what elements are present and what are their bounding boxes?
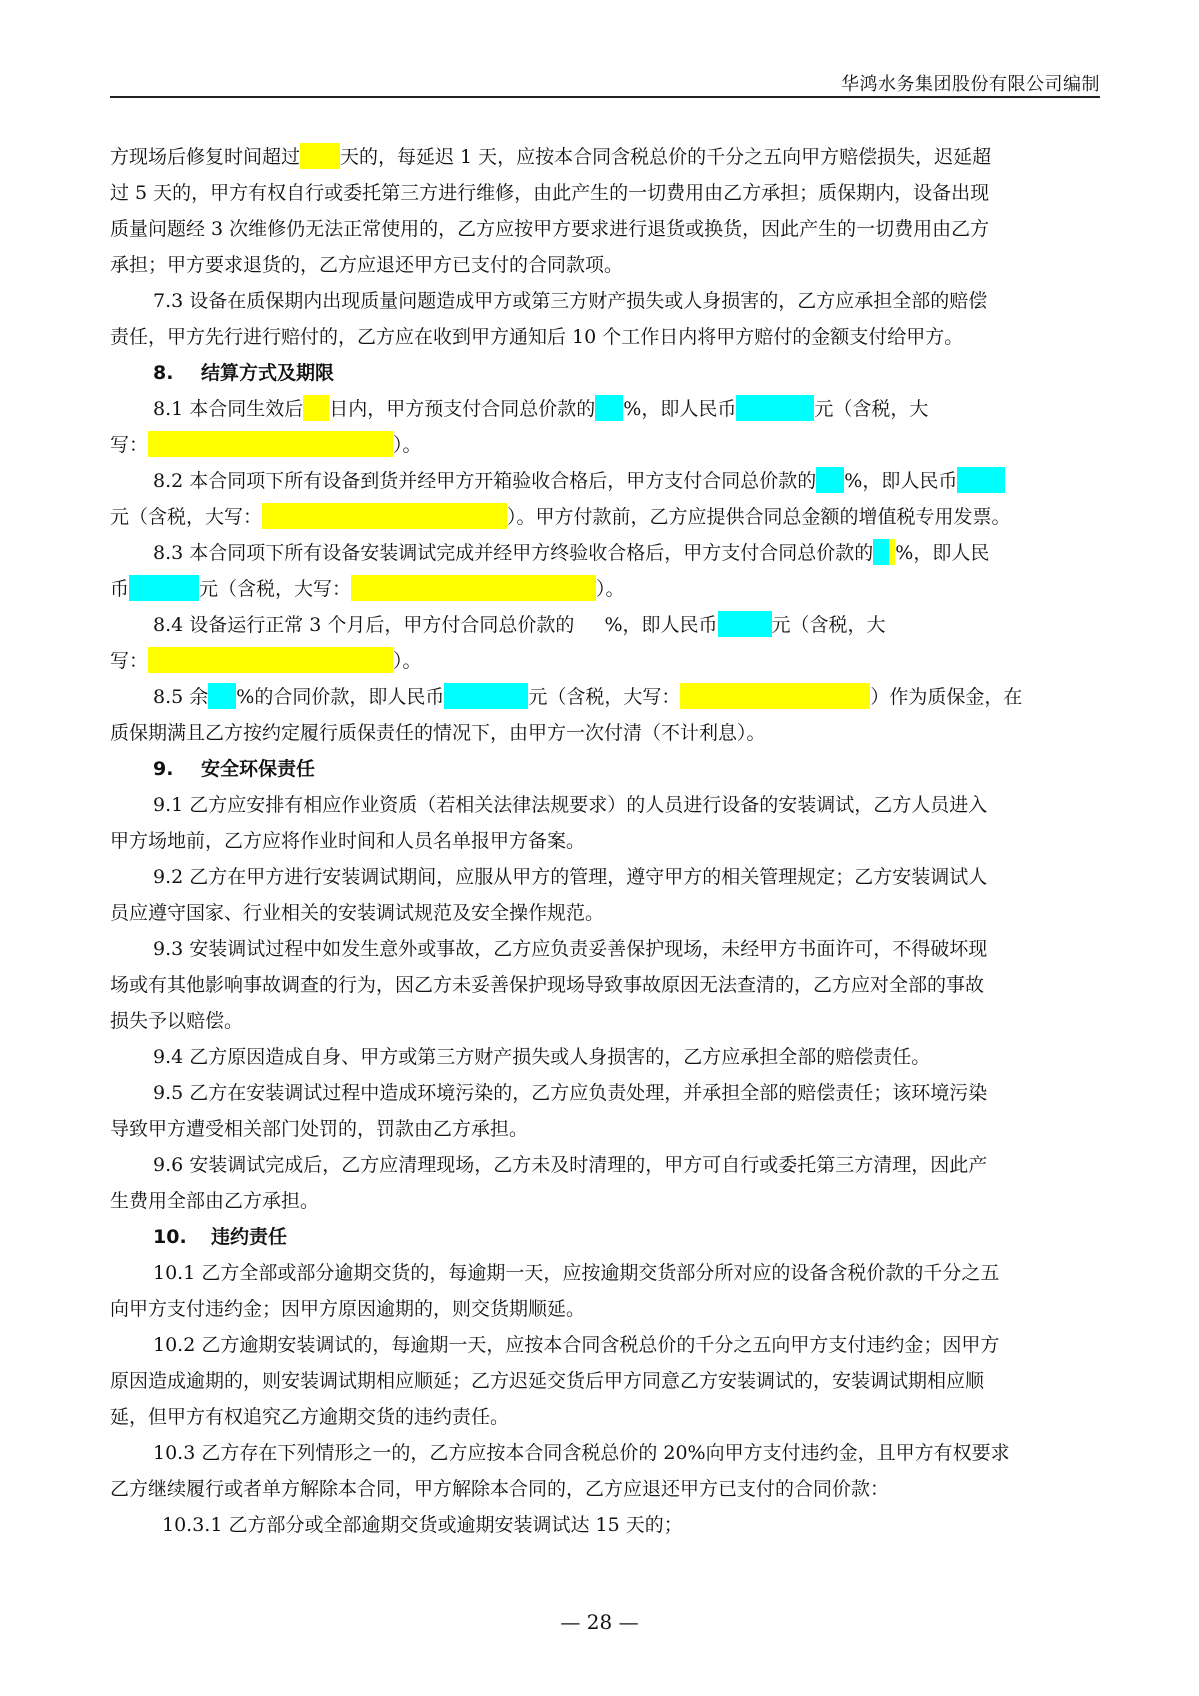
text-line [110,643,1100,679]
text: 元（含税，大 [814,398,929,420]
text-line: 9.3 安装调试过程中如发生意外或事故，乙方应负责妥善保护现场，未经甲方书面许可，不得破坏现 [153,938,988,960]
blank-field-cyan [816,467,844,493]
text: %，即人民 [895,542,990,564]
text: 币 [110,578,130,600]
text: 天的，每延迟 1 天，应按本合同含税总价的千分之五向甲方赔偿损失，迟延超 [340,146,992,168]
text-line: 生费用全部由乙方承担。 [110,1190,320,1212]
text: 写： [110,434,149,456]
text-line: 向甲方支付违约金；因甲方原因逾期的，则交货期顺延。 [110,1298,586,1320]
section-title: 违约责任 [211,1226,288,1248]
text: 元（含税，大写： [199,578,352,600]
text-line: 场或有其他影响事故调查的行为，因乙方未妥善保护现场导致事故原因无法查清的，乙方应对全部的事故 [110,974,985,996]
text-line: 9.2 乙方在甲方进行安装调试期间，应服从甲方的管理，遵守甲方的相关管理规定；乙方安装调试人 [153,866,988,888]
blank-field-yellow [351,575,596,601]
blank-field-yellow [300,143,340,169]
text-line: 9.5 乙方在安装调试过程中造成环境污染的，乙方应负责处理，并承担全部的赔偿责任；该环境污染 [153,1082,988,1104]
text-line: 损失予以赔偿。 [110,1010,244,1032]
text: 8.4 设备运行正常 3 个月后，甲方付合同总价款的 [153,614,575,636]
blank-field-yellow [262,503,507,529]
section-heading-8 [110,355,1100,391]
blank-field-cyan [957,467,1005,493]
blank-field-cyan [595,395,623,421]
text: 方现场后修复时间超过 [110,146,301,168]
section-number: 8. [153,362,174,384]
text-line: 过 5 天的，甲方有权自行或委托第三方进行维修，由此产生的一切费用由乙方承担；质保期内，设备出现 [110,182,990,204]
text: 元（含税，大写： [110,506,263,528]
text: 8.5 余 [153,686,209,708]
blank-field-cyan [736,395,814,421]
document-body [110,139,1100,1543]
text-line [110,499,1100,535]
blank-field-yellow [148,647,393,673]
blank-field-cyan [129,575,199,601]
section-heading-10 [110,1219,1100,1255]
section-title: 结算方式及期限 [201,362,335,384]
text: ）。甲方付款前，乙方应提供合同总金额的增值税专用发票。 [507,506,1011,528]
text-line [110,139,1100,175]
text-line: 10.1 乙方全部或部分逾期交货的，每逾期一天，应按逾期交货部分所对应的设备含税价款的千分之五 [153,1262,1000,1284]
text-line: 导致甲方遭受相关部门处罚的，罚款由乙方承担。 [110,1118,529,1140]
text-line [110,607,1100,643]
page-header [110,62,1100,98]
text-line [110,463,1100,499]
text-line: 责任，甲方先行进行赔付的，乙方应在收到甲方通知后 10 个工作日内将甲方赔付的金额支付给甲方。 [110,326,964,348]
header-title: 华鸿水务集团股份有限公司编制 [841,74,1100,95]
text: 日内，甲方预支付合同总价款的 [329,398,596,420]
text: ）。 [393,650,422,672]
text: 写： [110,650,149,672]
text-line: 承担；甲方要求退货的，乙方应退还甲方已支付的合同款项。 [110,254,624,276]
text: 元（含税，大写： [528,686,681,708]
text-line: 员应遵守国家、行业相关的安装调试规范及安全操作规范。 [110,902,605,924]
blank-field-cyan [873,539,889,565]
text-line: 甲方场地前，乙方应将作业时间和人员名单报甲方备案。 [110,830,586,852]
text-line: 质保期满且乙方按约定履行质保责任的情况下，由甲方一次付清（不计利息）。 [110,722,766,744]
text: 8.1 本合同生效后 [153,398,304,420]
text-line: 9.1 乙方应安排有相应作业资质（若相关法律法规要求）的人员进行设备的安装调试，乙方人员进入 [153,794,988,816]
blank-field-yellow [680,683,870,709]
section-heading-9 [110,751,1100,787]
text: ）作为质保金，在 [870,686,1023,708]
section-number: 9. [153,758,174,780]
text-line: 9.4 乙方原因造成自身、甲方或第三方财产损失或人身损害的，乙方应承担全部的赔偿责任。 [153,1046,931,1068]
text-line: 7.3 设备在质保期内出现质量问题造成甲方或第三方财产损失或人身损害的，乙方应承担全部的赔偿 [153,290,988,312]
text: ）。 [596,578,625,600]
text-line [110,427,1100,463]
section-number: 10. [153,1226,187,1248]
text-line: 延，但甲方有权追究乙方逾期交货的违约责任。 [110,1406,510,1428]
text-line: 质量问题经 3 次维修仍无法正常使用的，乙方应按甲方要求进行退货或换货，因此产生的一切费用由乙方 [110,218,990,240]
text-line: 乙方继续履行或者单方解除本合同，甲方解除本合同的，乙方应退还甲方已支付的合同价款： [110,1478,890,1500]
blank-field-yellow [303,395,329,421]
text: 8.3 本合同项下所有设备安装调试完成并经甲方终验收合格后，甲方支付合同总价款的 [153,542,874,564]
section-title: 安全环保责任 [201,758,316,780]
text-line [110,535,1100,571]
blank-field-cyan [718,611,772,637]
blank-field-cyan [444,683,528,709]
page-number: — 28 — [560,1610,639,1634]
text: %，即人民币 [844,470,958,492]
text-line: 10.3.1 乙方部分或全部逾期交货或逾期安装调试达 15 天的； [162,1514,683,1536]
text: %，即人民币 [604,614,718,636]
text: 元（含税，大 [771,614,886,636]
text-line [110,571,1100,607]
text-line: 9.6 安装调试完成后，乙方应清理现场，乙方未及时清理的，甲方可自行或委托第三方清理，因此产 [153,1154,988,1176]
text-line [110,391,1100,427]
text: 8.2 本合同项下所有设备到货并经甲方开箱验收合格后，甲方支付合同总价款的 [153,470,817,492]
text-line: 10.2 乙方逾期安装调试的，每逾期一天，应按本合同含税总价的千分之五向甲方支付违约金；因甲方 [153,1334,1000,1356]
text-line: 10.3 乙方存在下列情形之一的，乙方应按本合同含税总价的 20%向甲方支付违约金，且甲方有权要求 [153,1442,1010,1464]
blank-field-yellow [148,431,393,457]
text: ）。 [393,434,422,456]
text-line: 原因造成逾期的，则安装调试期相应顺延；乙方迟延交货后甲方同意乙方安装调试的，安装调试期相应顺 [110,1370,985,1392]
text: %的合同价款，即人民币 [236,686,445,708]
text: %，即人民币 [623,398,737,420]
text-line [110,679,1100,715]
blank-field-cyan [208,683,236,709]
